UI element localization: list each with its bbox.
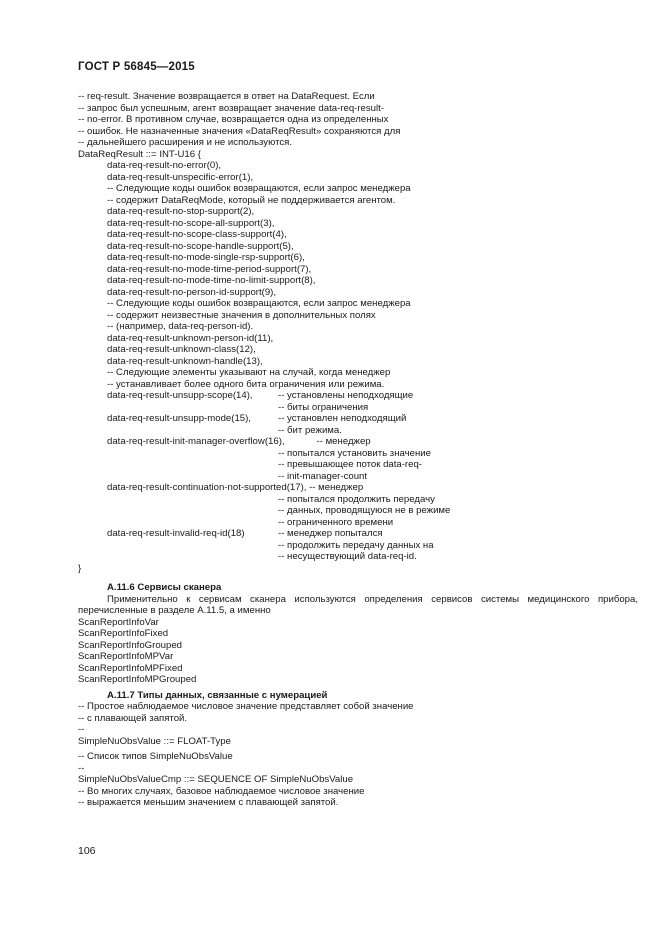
section-heading: А.11.7 Типы данных, связанные с нумерацией <box>107 689 328 701</box>
document-body <box>78 91 638 809</box>
comment-continuation: -- продолжить передачу данных на <box>278 539 434 551</box>
code-line: -- содержит неизвестные значения в дополнительных полях <box>107 309 376 321</box>
code-text: data-req-result-invalid-req-id(18) <box>107 528 245 539</box>
comment-continuation: -- биты ограничения <box>278 401 369 413</box>
comment-continuation: -- ограниченного времени <box>278 516 394 528</box>
numeric-types-block <box>78 701 638 809</box>
code-comment: -- установлены неподходящие <box>278 390 414 401</box>
code-line: -- Список типов SimpleNuObsValue <box>78 751 233 762</box>
comment-continuation: -- init-manager-count <box>278 470 368 482</box>
list-item: ScanReportInfoFixed <box>78 628 169 639</box>
code-line: -- Во многих случаях, базовое наблюдаемое числовое значение <box>78 785 365 797</box>
code-line-with-comment: data-req-result-continuation-not-supported(17), -- менеджер <box>107 482 364 493</box>
code-line: data-req-result-no-scope-class-support(4), <box>107 229 287 240</box>
code-line-with-comment <box>78 413 638 425</box>
code-line: data-req-result-no-stop-support(2), <box>107 206 255 217</box>
code-comment: -- менеджер попытался <box>278 528 383 539</box>
intro-comment <box>78 91 638 160</box>
code-line: -- (например, data-req-person-id). <box>107 321 254 332</box>
code-line-with-comment <box>78 390 638 402</box>
list-item: ScanReportInfoMPGrouped <box>78 674 197 685</box>
code-line: -- с плавающей запятой. <box>78 712 188 724</box>
code-line: data-req-result-no-error(0), <box>107 160 222 171</box>
closing-brace: } <box>78 562 82 574</box>
code-line: -- устанавливает более одного бита ограничения или режима. <box>107 378 385 390</box>
list-item: ScanReportInfoMPFixed <box>78 662 183 674</box>
list-item: ScanReportInfoGrouped <box>78 639 182 651</box>
code-line: data-req-result-no-person-id-support(9), <box>107 286 277 298</box>
text-line: -- req-result. Значение возвращается в ответ на DataRequest. Если <box>78 91 375 102</box>
type-definition: DataReqResult ::= INT-U16 { <box>78 148 201 160</box>
code-line: data-req-result-unknown-person-id(11), <box>107 332 274 344</box>
comment-continuation: -- бит режима. <box>278 424 342 436</box>
document-header: ГОСТ Р 56845—2015 <box>78 61 195 73</box>
code-line: data-req-result-no-mode-time-period-support(7), <box>107 263 312 275</box>
text-line: -- no-error. В противном случае, возвращается одна из определенных <box>78 114 389 125</box>
code-line: data-req-result-no-mode-time-no-limit-support(8), <box>107 275 316 286</box>
code-line: -- Следующие коды ошибок возвращаются, если запрос менеджера <box>107 298 411 309</box>
code-text: data-req-result-unsupp-mode(15), <box>107 413 251 424</box>
code-line: data-req-result-no-scope-all-support(3), <box>107 217 275 229</box>
code-line: SimpleNuObsValue ::= FLOAT-Type <box>78 735 231 747</box>
section-paragraph: Применительно к сервисам сканера используются определения сервисов системы медицинского прибора, перечисленные в разделе А.11.5, а именно <box>78 593 638 616</box>
code-line: data-req-result-no-scope-handle-support(5), <box>107 240 294 252</box>
enum-values <box>78 160 638 563</box>
code-line-with-comment <box>78 528 638 540</box>
code-line: -- содержит DataReqMode, который не поддерживается агентом. <box>107 194 396 206</box>
code-line: -- <box>78 762 85 774</box>
code-line: data-req-result-unspecific-error(1), <box>107 171 254 183</box>
text-line: -- запрос был успешным, агент возвращает значение data-req-result- <box>78 102 385 114</box>
code-line: -- Следующие элементы указывают на случай, когда менеджер <box>107 367 391 378</box>
code-line: data-req-result-unknown-class(12), <box>107 344 256 355</box>
text-line: -- ошибок. Не назначенные значения «DataReqResult» сохраняются для <box>78 125 401 137</box>
code-line: -- Простое наблюдаемое числовое значение представляет собой значение <box>78 701 414 712</box>
service-list <box>78 617 638 686</box>
section-heading: А.11.6 Сервисы сканера <box>107 582 222 593</box>
code-line: data-req-result-unknown-handle(13), <box>107 355 263 367</box>
code-line-with-comment: data-req-result-init-manager-overflow(16), -- менеджер <box>107 436 371 447</box>
comment-continuation: -- несуществующий data-req-id. <box>278 551 417 562</box>
code-line: -- выражается меньшим значением с плавающей запятой. <box>78 797 339 808</box>
code-line: SimpleNuObsValueCmp ::= SEQUENCE OF SimpleNuObsValue <box>78 774 354 785</box>
text-line: -- дальнейшего расширения и не используются. <box>78 137 293 148</box>
comment-continuation: -- превышающее поток data-req- <box>278 459 422 470</box>
code-text: data-req-result-unsupp-scope(14), <box>107 390 253 401</box>
code-line: -- Следующие коды ошибок возвращаются, если запрос менеджера <box>107 183 411 194</box>
code-line: -- <box>78 724 85 735</box>
comment-continuation: -- данных, проводящуюся не в режиме <box>278 505 451 516</box>
page-number: 106 <box>78 845 96 857</box>
list-item: ScanReportInfoMPVar <box>78 651 174 662</box>
comment-continuation: -- попытался продолжить передачу <box>278 493 435 505</box>
list-item: ScanReportInfoVar <box>78 616 159 628</box>
code-line: data-req-result-no-mode-single-rsp-support(6), <box>107 252 305 263</box>
comment-continuation: -- попытался установить значение <box>278 447 431 459</box>
code-comment: -- установлен неподходящий <box>278 413 407 424</box>
